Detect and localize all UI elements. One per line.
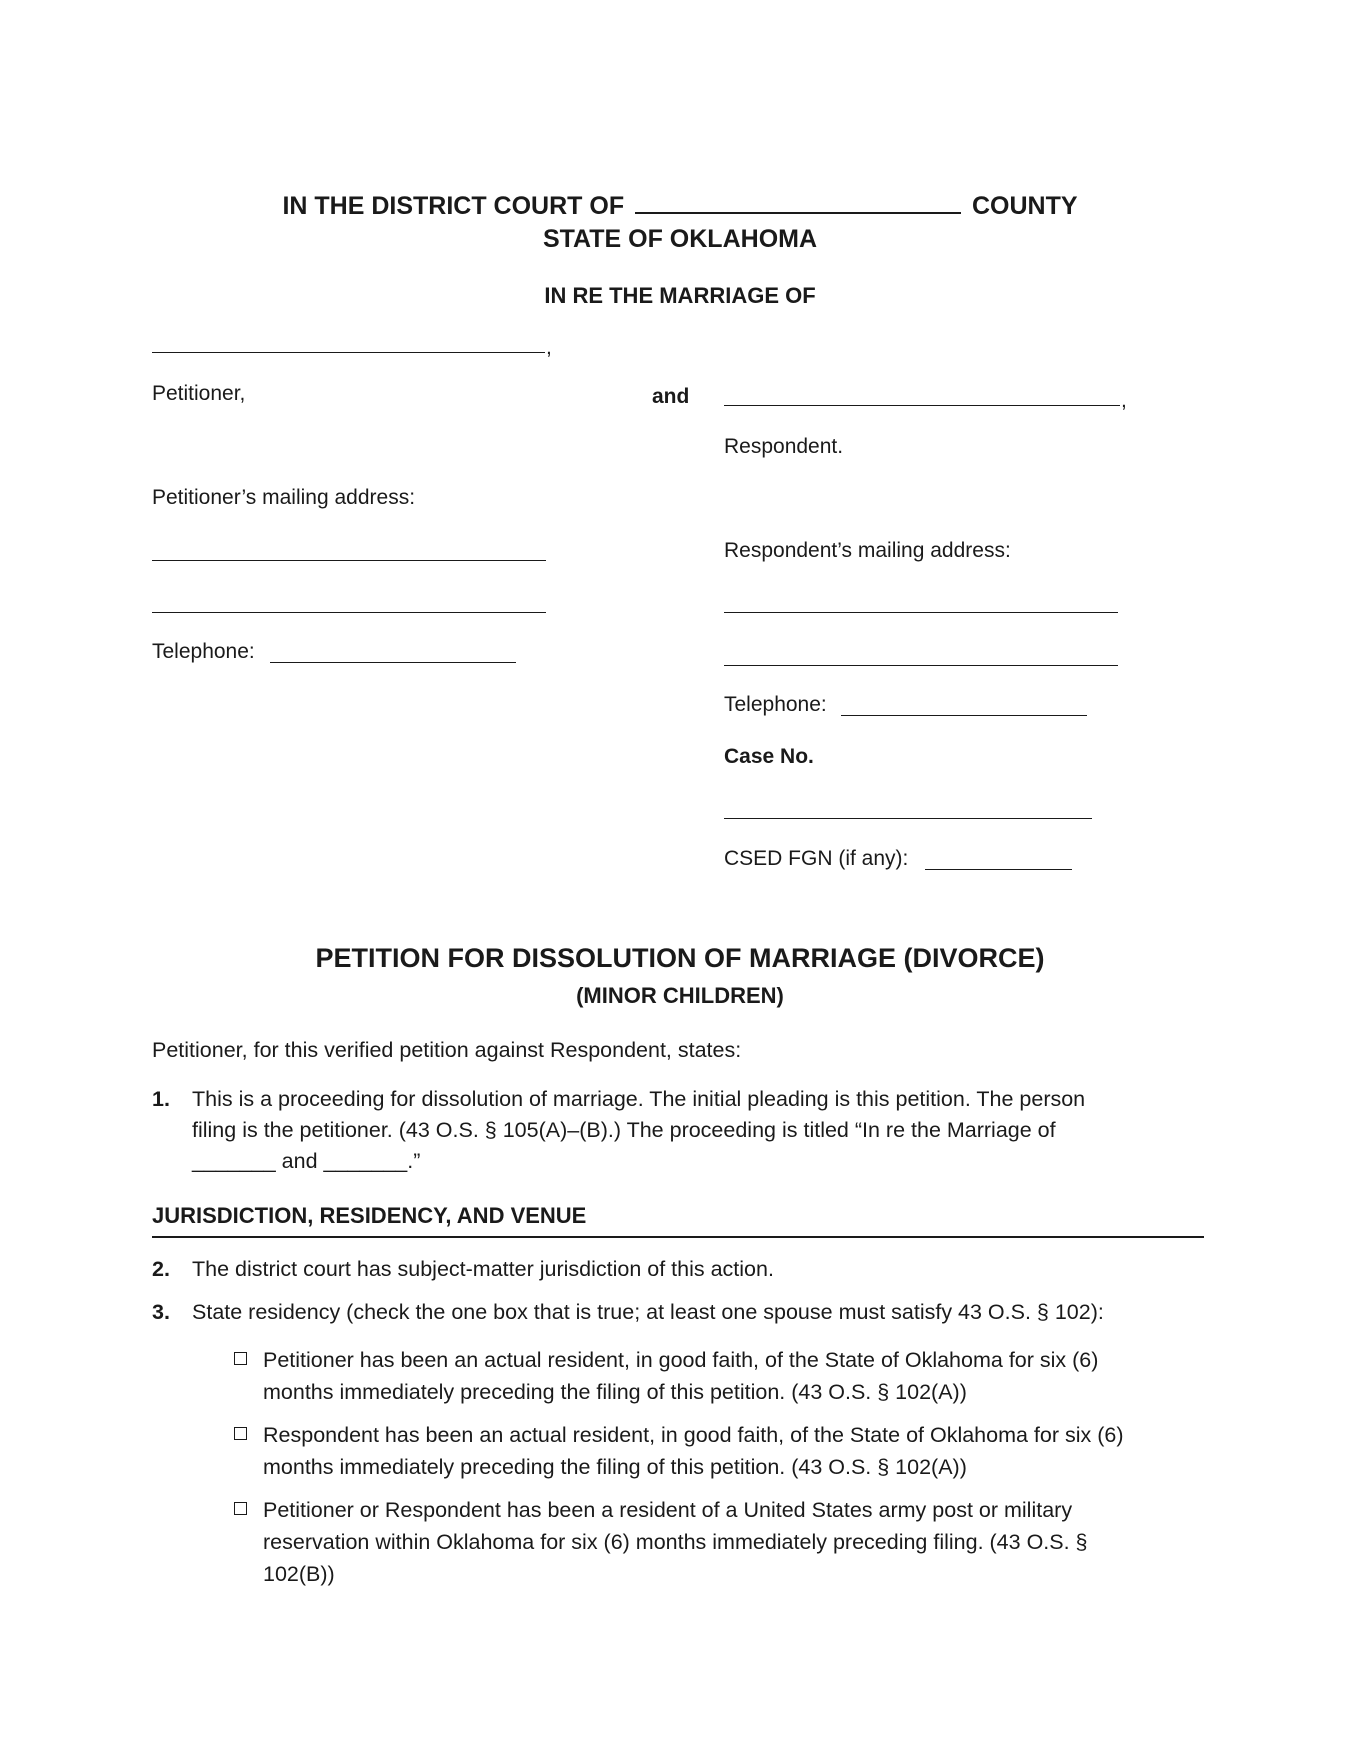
paragraph-2	[152, 1254, 1212, 1286]
option-line: Respondent has been an actual resident, in good faith, of the State of Oklahoma for six (6)	[263, 1423, 1124, 1447]
petition-title: PETITION FOR DISSOLUTION OF MARRIAGE (DIVORCE)	[315, 943, 1045, 973]
option-line: Petitioner has been an actual resident, in good faith, of the State of Oklahoma for six (6)	[263, 1348, 1099, 1372]
respondent-address-label: Respondent’s mailing address:	[724, 539, 1011, 562]
paragraph-number: 1.	[152, 1087, 170, 1111]
court-line-suffix: COUNTY	[972, 192, 1078, 220]
county-blank[interactable]	[635, 190, 961, 214]
option-line: Petitioner or Respondent has been a resident of a United States army post or military	[263, 1498, 1073, 1522]
in-re-heading: IN RE THE MARRIAGE OF	[544, 283, 816, 308]
csed-label: CSED FGN (if any):	[724, 847, 909, 870]
residency-checkbox[interactable]	[234, 1427, 247, 1440]
respondent-label: Respondent.	[724, 435, 844, 458]
respondent-comma: ,	[1121, 389, 1127, 412]
respondent-name-blank[interactable]	[724, 405, 1120, 406]
residency-option-military	[234, 1494, 1194, 1594]
csed-blank[interactable]	[925, 869, 1072, 870]
case-no-blank[interactable]	[724, 818, 1092, 819]
residency-option-petitioner	[234, 1344, 1194, 1410]
respondent-address-line-1[interactable]	[724, 612, 1118, 613]
and-label: and	[652, 385, 690, 408]
section-heading: JURISDICTION, RESIDENCY, AND VENUE	[152, 1203, 587, 1228]
petitioner-address-line-2[interactable]	[152, 612, 546, 613]
respondent-telephone-label: Telephone:	[724, 693, 827, 716]
option-line: 102(B))	[263, 1562, 335, 1586]
petitioner-name-blank[interactable]	[152, 352, 545, 353]
paragraph-number: 2.	[152, 1257, 170, 1281]
petitioner-label: Petitioner,	[152, 382, 246, 405]
respondent-address-line-2[interactable]	[724, 665, 1118, 666]
petitioner-address-line-1[interactable]	[152, 560, 546, 561]
paragraph-line: filing is the petitioner. (43 O.S. § 105(A)–(B).) The proceeding is titled “In re the Marriage of	[192, 1118, 1056, 1142]
paragraph-text: The district court has subject-matter jurisdiction of this action.	[192, 1257, 774, 1281]
residency-option-respondent	[234, 1419, 1194, 1485]
petitioner-telephone-blank[interactable]	[270, 662, 516, 663]
petitioner-telephone-label: Telephone:	[152, 640, 255, 663]
paragraph-number: 3.	[152, 1300, 170, 1324]
paragraph-line: _______ and _______.”	[192, 1149, 421, 1173]
court-line-prefix: IN THE DISTRICT COURT OF	[282, 192, 625, 220]
option-line: months immediately preceding the filing of this petition. (43 O.S. § 102(A))	[263, 1455, 967, 1479]
respondent-telephone-blank[interactable]	[841, 715, 1087, 716]
paragraph-line: This is a proceeding for dissolution of marriage. The initial pleading is this petition. The person	[192, 1087, 1086, 1111]
option-line: months immediately preceding the filing of this petition. (43 O.S. § 102(A))	[263, 1380, 967, 1404]
state-line: STATE OF OKLAHOMA	[542, 225, 818, 253]
petitioner-address-label: Petitioner’s mailing address:	[152, 486, 416, 509]
paragraph-text: State residency (check the one box that is true; at least one spouse must satisfy 43 O.S. § 102):	[192, 1300, 1104, 1324]
paragraph-3	[152, 1297, 1212, 1329]
petition-subtitle: (MINOR CHILDREN)	[576, 983, 784, 1008]
court-header-line	[0, 190, 1360, 221]
residency-checkbox[interactable]	[234, 1352, 247, 1365]
section-rule	[152, 1236, 1204, 1238]
residency-checkbox[interactable]	[234, 1502, 247, 1515]
option-line: reservation within Oklahoma for six (6) months immediately preceding filing. (43 O.S. §	[263, 1530, 1088, 1554]
case-no-label: Case No.	[724, 745, 814, 768]
intro-text: Petitioner, for this verified petition against Respondent, states:	[152, 1038, 742, 1062]
paragraph-1	[152, 1084, 1212, 1184]
petitioner-comma: ,	[546, 336, 552, 359]
